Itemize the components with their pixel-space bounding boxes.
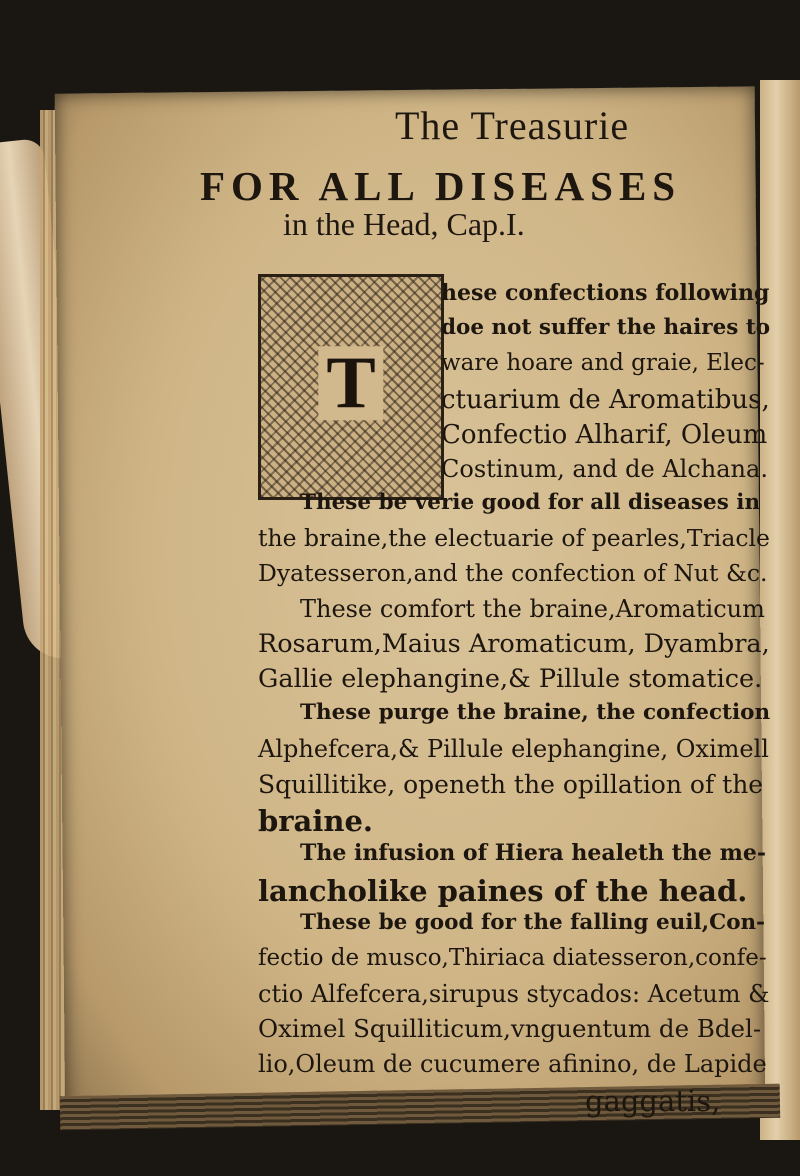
text-line: doe not suffer the haires to [441, 315, 771, 340]
text-line: Costinum, and de Alchana. [441, 455, 768, 483]
text-line: Gallie elephangine,& Pillule stomatice. [258, 664, 763, 694]
text-line: the braine,the electuarie of pearles,Triacle [258, 524, 770, 552]
text-line: hese confections following [441, 280, 770, 306]
catchword: gaggatis, [585, 1084, 721, 1118]
text-line: fectio de musco,Thiriaca diatesseron,confe- [258, 945, 767, 971]
text-line: lancholike paines of the head. [258, 874, 748, 908]
text-line: ware hoare and graie, Elec- [441, 350, 765, 376]
text-line: These be good for the falling euil,Con- [300, 910, 766, 935]
text-line: braine. [258, 804, 373, 838]
text-line: Oximel Squilliticum,vnguentum de Bdel- [258, 1014, 762, 1043]
text-line: These be verie good for all diseases in [300, 490, 761, 515]
text-line: Dyatesseron,and the confection of Nut &c. [258, 559, 768, 587]
text-line: The infusion of Hiera healeth the me- [300, 840, 766, 866]
page-title: FOR ALL DISEASES [200, 163, 682, 209]
text-line: Rosarum,Maius Aromaticum, Dyambra, [258, 629, 770, 659]
page-subtitle: in the Head, Cap.I. [283, 206, 525, 242]
text-line: Squillitike, openeth the opillation of the [258, 770, 764, 799]
text-line: These purge the braine, the confection [300, 700, 771, 725]
text-line: ctuarium de Aromatibus, [441, 385, 770, 415]
text-line: Alphefcera,& Pillule elephangine, Oximell [258, 735, 769, 763]
text-line: Confectio Alharif, Oleum [441, 420, 768, 450]
text-line: lio,Oleum de cucumere afinino, de Lapide [258, 1050, 767, 1078]
drop-cap-letter: T [318, 346, 383, 420]
woodcut-initial [258, 274, 444, 500]
running-head: The Treasurie [395, 103, 630, 148]
text-line: ctio Alfefcera,sirupus stycados: Acetum & [258, 980, 770, 1008]
text-line: These comfort the braine,Aromaticum [300, 595, 765, 623]
